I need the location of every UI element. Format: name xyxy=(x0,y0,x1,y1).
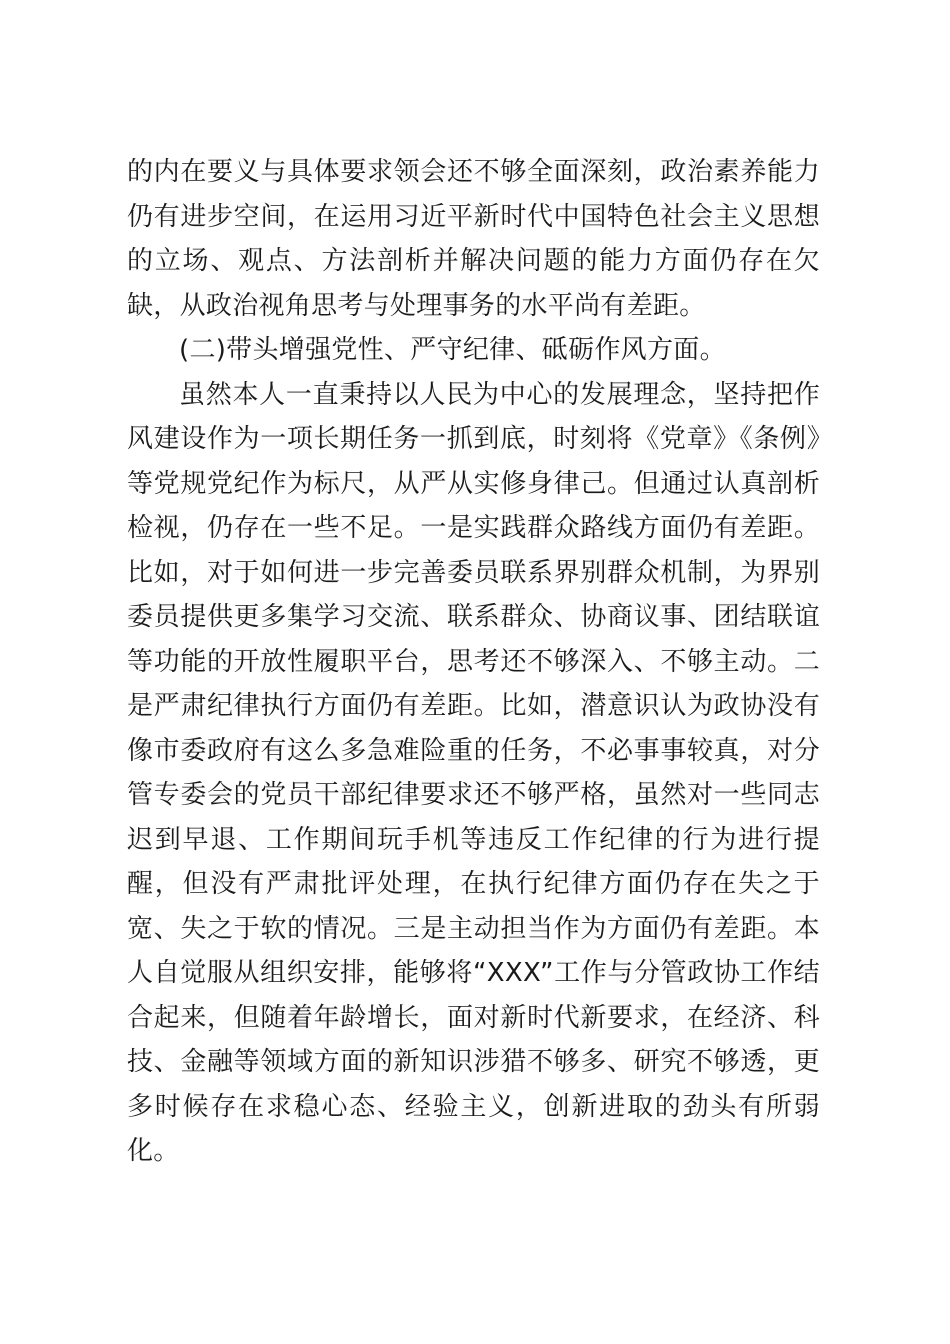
paragraph-body: 虽然本人一直秉持以人民为中心的发展理念，坚持把作风建设作为一项长期任务一抓到底，时刻将《党章》《条例》等党规党纪作为标尺，从严从实修身律己。但通过认真剖析检视，仍存在一些不足。一是实践群众路线方面仍有差距。比如，对于如何进一步完善委员联系界别群众机制，为界别委员提供更多集学习交流、联系群众、协商议事、团结联谊等功能的开放性履职平台，思考还不够深入、不够主动。二是严肃纪律执行方面仍有差距。比如，潜意识认为政协没有像市委政府有这么多急难险重的任务，不必事事较真，对分管专委会的党员干部纪律要求还不够严格，虽然对一些同志迟到早退、工作期间玩手机等违反工作纪律的行为进行提醒，但没有严肃批评处理，在执行纪律方面仍存在失之于宽、失之于软的情况。三是主动担当作为方面仍有差距。本人自觉服从组织安排，能够将“XXX”工作与分管政协工作结合起来，但随着年龄增长，面对新时代新要求，在经济、科技、金融等领域方面的新知识涉猎不够多、研究不够透，更多时候存在求稳心态、经验主义，创新进取的劲头有所弱化。 xyxy=(127,379,820,1166)
document-body xyxy=(127,150,820,1174)
paragraph-continuation: 的内在要义与具体要求领会还不够全面深刻，政治素养能力仍有进步空间，在运用习近平新时代中国特色社会主义思想的立场、观点、方法剖析并解决问题的能力方面仍存在欠缺，从政治视角思考与处理事务的水平尚有差距。 xyxy=(127,157,820,321)
section-heading: (二)带头增强党性、严守纪律、砥砺作风方面。 xyxy=(179,335,726,365)
